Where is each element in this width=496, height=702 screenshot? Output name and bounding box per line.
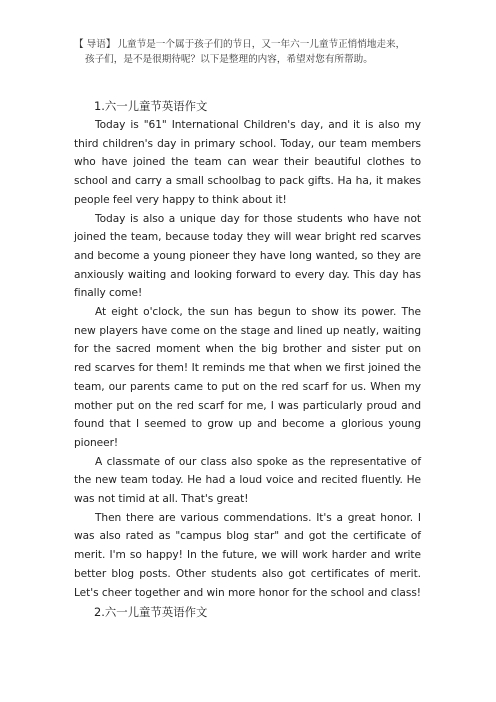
intro-line-2: 孩子们，是不是很期待呢？以下是整理的内容，希望对您有所帮助。 xyxy=(85,54,373,65)
article-body xyxy=(74,97,421,622)
paragraph: Today is "61" International Children's day, and it is also my third children's day in primary school. Today, our team members who have joined the team can wear their beautiful clothes to school and carry a small schoolbag to pack gifts. Ha ha, it makes people feel very happy to think about it! xyxy=(74,119,421,206)
intro-line-1: 儿童节是一个属于孩子们的节日，又一年六一儿童节正悄悄地走来， xyxy=(117,39,406,50)
section-1-heading: 1.六一儿童节英语作文 xyxy=(94,99,208,113)
section-2-heading: 2.六一儿童节英语作文 xyxy=(94,605,208,620)
paragraph: At eight o'clock, the sun has begun to show its power. The new players have come on the stage and lined up neatly, waiting for the sacred moment when the big brother and sister put on red scarves for them! It reminds me that when we first joined the team, our parents came to put on the red scarf for us. When my mother put on the red scarf for me, I was particularly proud and found that I seemed to grow up and become a glorious young pioneer! xyxy=(74,306,421,449)
paragraph: Today is also a unique day for those students who have not joined the team, because today they will wear bright red scarves and become a young pioneer they have long wanted, so they are anxiously waiting and looking forward to every day. This day has finally come! xyxy=(74,212,421,300)
paragraph: Then there are various commendations. It's a great honor. I was also rated as "campus blog star" and got the certificate of merit. I'm so happy! In the future, we will work harder and write better blog posts. Other students also got certificates of merit. Let's cheer together and win more honor for the school and class! xyxy=(74,511,421,599)
paragraph: A classmate of our class also spoke as the representative of the new team today. He had a loud voice and recited fluently. He was not timid at all. That's great! xyxy=(74,455,421,506)
intro-note xyxy=(74,37,426,67)
intro-label: 【 导语】 xyxy=(74,39,116,50)
